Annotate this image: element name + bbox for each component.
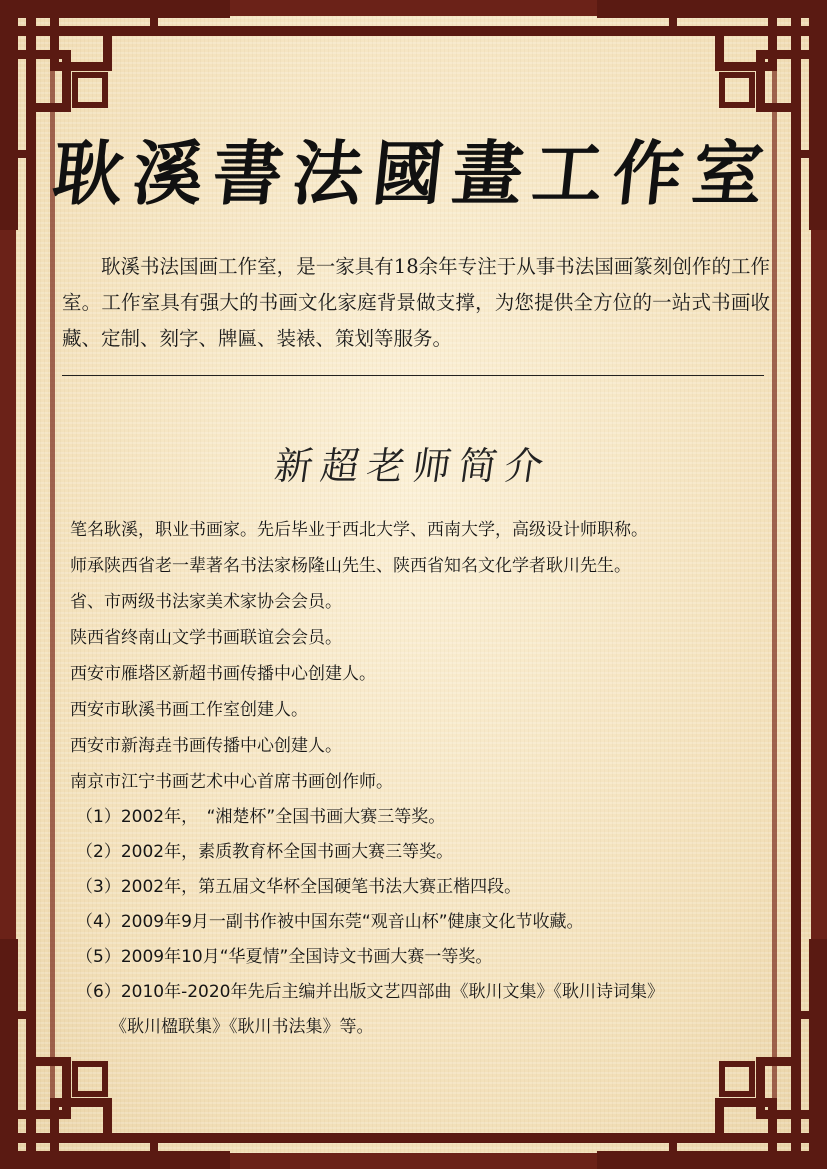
award-item <box>76 835 796 870</box>
award-item <box>76 940 796 975</box>
bio-item: 笔名耿溪，职业书画家。先后毕业于西北大学、西南大学，高级设计师职称。 <box>70 520 648 540</box>
bio-list <box>70 512 790 800</box>
section-title: 新超老师简介 <box>271 444 555 488</box>
bio-item: 西安市雁塔区新超书画传播中心创建人。 <box>70 664 376 684</box>
bio-item: 西安市新海垚书画传播中心创建人。 <box>70 736 342 756</box>
award-text: （6）2010年-2020年先后主编并出版文艺四部曲《耿川文集》《耿川诗词集》 <box>76 982 664 1002</box>
bio-item: 省、市两级书法家美术家协会会员。 <box>70 592 342 612</box>
award-item <box>76 870 796 905</box>
bio-item: 西安市耿溪书画工作室创建人。 <box>70 700 308 720</box>
intro-paragraph: 耿溪书法国画工作室，是一家具有18余年专注于从事书法国画篆刻创作的工作室。工作室具有强大的书画文化家庭背景做支撑，为您提供全方位的一站式书画收藏、定制、刻字、牌匾、装裱、策划等服务。 <box>62 255 770 350</box>
award-item <box>76 975 796 1045</box>
page-title: 耿溪書法國畫工作室 <box>48 132 778 215</box>
award-text-continued: 《耿川楹联集》《耿川书法集》等。 <box>110 1017 374 1037</box>
bio-item: 南京市江宁书画艺术中心首席书画创作师。 <box>70 772 393 792</box>
bio-item: 师承陕西省老一辈著名书法家杨隆山先生、陕西省知名文化学者耿川先生。 <box>70 556 631 576</box>
award-text: （2）2002年，素质教育杯全国书画大赛三等奖。 <box>76 842 454 862</box>
award-item <box>76 905 796 940</box>
award-text: （5）2009年10月“华夏情”全国诗文书画大赛一等奖。 <box>76 947 493 967</box>
award-text: （3）2002年，第五届文华杯全国硬笔书法大赛正楷四段。 <box>76 877 522 897</box>
award-item <box>76 800 796 835</box>
award-text: （1）2002年， “湘楚杯”全国书画大赛三等奖。 <box>76 807 446 827</box>
divider <box>62 375 764 376</box>
bio-item: 陕西省终南山文学书画联谊会会员。 <box>70 628 342 648</box>
awards-list <box>76 800 796 1045</box>
award-text: （4）2009年9月一副书作被中国东莞“观音山杯”健康文化节收藏。 <box>76 912 584 932</box>
